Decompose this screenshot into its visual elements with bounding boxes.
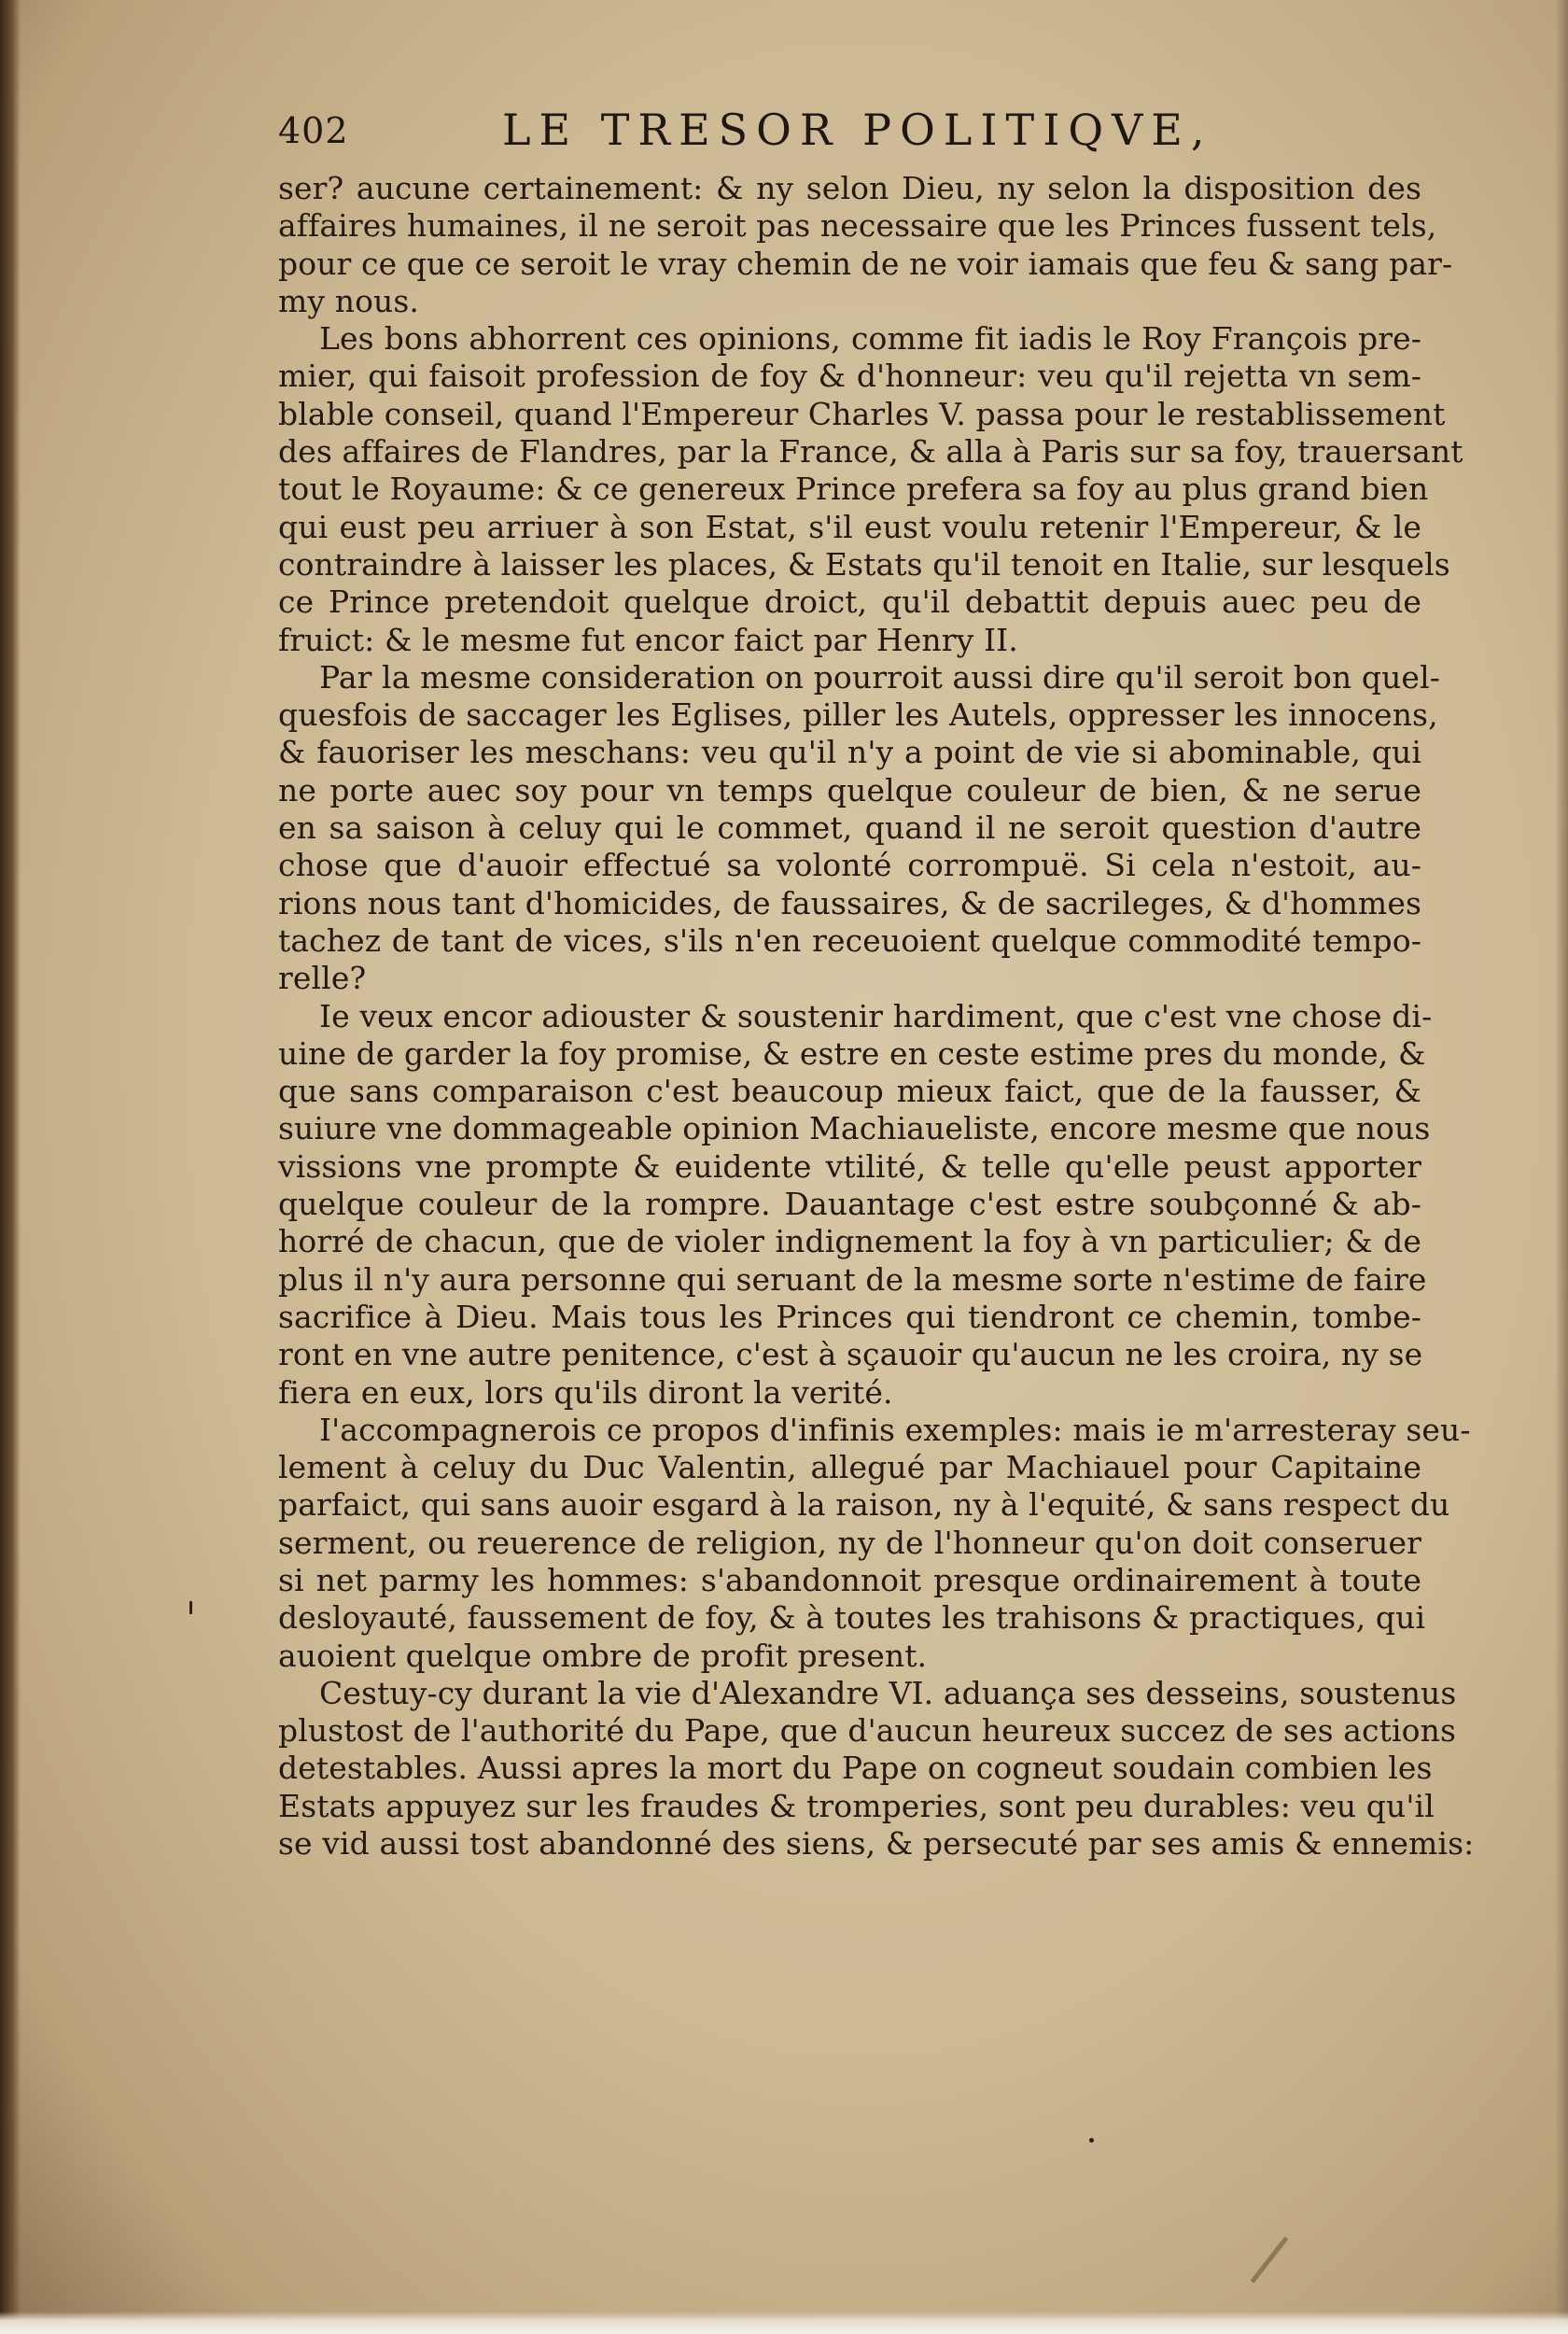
text-line: qui eust peu arriuer à son Estat, s'il eust voulu retenir l'Empereur, & le (278, 508, 1421, 545)
text-line: parfaict, qui sans auoir esgard à la raison, ny à l'equité, & sans respect du (278, 1486, 1450, 1524)
text-line: fiera en eux, lors qu'ils diront la verité. (278, 1373, 893, 1411)
text-line: chose que d'auoir effectué sa volonté corrompuë. Si cela n'estoit, au- (278, 847, 1421, 884)
text-line: ront en vne autre penitence, c'est à sçauoir qu'aucun ne les croira, ny se (278, 1336, 1423, 1373)
text-line: tachez de tant de vices, s'ils n'en receuoient quelque commodité tempo- (278, 921, 1421, 959)
text-line: mier, qui faisoit profession de foy & d'honneur: veu qu'il rejetta vn sem- (278, 358, 1421, 395)
text-line: serment, ou reuerence de religion, ny de l'honneur qu'on doit conseruer (278, 1524, 1421, 1561)
text-line: plustost de l'authorité du Pape, que d'aucun heureux succez de ses actions (278, 1712, 1456, 1750)
text-line: suiure vne dommageable opinion Machiaueliste, encore mesme que nous (278, 1110, 1431, 1147)
text-line: ne porte auec soy pour vn temps quelque couleur de bien, & ne serue (278, 771, 1421, 808)
page-binding-edge (0, 0, 21, 2334)
text-line: relle? (278, 960, 367, 997)
text-line: si net parmy les hommes: s'abandonnoit presque ordinairement à toute (278, 1561, 1421, 1598)
text-line: lement à celuy du Duc Valentin, allegué par Machiauel pour Capitaine (278, 1449, 1421, 1486)
margin-mark (189, 1601, 192, 1614)
text-line: contraindre à laisser les places, & Estats qu'il tenoit en Italie, sur lesquels (278, 545, 1450, 583)
page-bottom-edge (0, 2312, 1568, 2334)
text-line: quelque couleur de la rompre. Dauantage c'est estre soubçonné & ab- (278, 1186, 1421, 1223)
text-line: que sans comparaison c'est beaucoup mieux faict, que de la fausser, & (278, 1073, 1421, 1110)
page-number: 402 (278, 110, 349, 151)
text-line: uine de garder la foy promise, & estre en ceste estime pres du monde, & (278, 1034, 1426, 1072)
text-line: vissions vne prompte & euidente vtilité, & telle qu'elle peust apporter (278, 1147, 1421, 1185)
text-line: Estats appuyez sur les fraudes & tromperies, sont peu durables: veu qu'il (278, 1787, 1435, 1824)
text-line: Ie veux encor adiouster & soustenir hardiment, que c'est vne chose di- (319, 997, 1433, 1034)
text-line: en sa saison à celuy qui le commet, quand il ne seroit question d'autre (278, 809, 1421, 847)
text-line: blable conseil, quand l'Empereur Charles V. passa pour le restablissement (278, 395, 1446, 432)
text-line: Les bons abhorrent ces opinions, comme fit iadis le Roy François pre- (319, 320, 1421, 358)
text-line: fruict: & le mesme fut encor faict par Henry II. (278, 621, 1018, 658)
text-line: horré de chacun, que de violer indignement la foy à vn particulier; & de (278, 1223, 1421, 1260)
text-line: desloyauté, faussement de foy, & à toutes les trahisons & practiques, qui (278, 1599, 1426, 1637)
text-line: des affaires de Flandres, par la France, & alla à Paris sur sa foy, trauersant (278, 433, 1463, 471)
text-line: quesfois de saccager les Eglises, piller les Autels, oppresser les innocens, (278, 696, 1438, 734)
text-line: se vid aussi tost abandonné des siens, & persecuté par ses amis & ennemis: (278, 1825, 1475, 1863)
text-line: my nous. (278, 282, 420, 319)
ink-speck (1089, 2138, 1094, 2143)
text-body (278, 170, 1475, 1863)
text-line: ser? aucune certainement: & ny selon Dieu, ny selon la disposition des (278, 170, 1421, 206)
text-line: affaires humaines, il ne seroit pas necessaire que les Princes fussent tels, (278, 207, 1437, 245)
running-title: LE TRESOR POLITIQVE, (502, 105, 1213, 155)
text-line: plus il n'y aura personne qui seruant de la mesme sorte n'estime de faire (278, 1260, 1427, 1298)
text-line: Par la mesme consideration on pourroit aussi dire qu'il seroit bon quel- (319, 658, 1440, 696)
text-line: ce Prince pretendoit quelque droict, qu'il debattit depuis auec peu de (278, 584, 1421, 621)
page-outer-edge (1555, 0, 1568, 2334)
text-line: sacrifice à Dieu. Mais tous les Princes qui tiendront ce chemin, tombe- (278, 1298, 1421, 1335)
text-line: pour ce que ce seroit le vray chemin de ne voir iamais que feu & sang par- (278, 245, 1453, 282)
text-line: & fauoriser les meschans: veu qu'il n'y a point de vie si abominable, qui (278, 734, 1421, 771)
text-line: I'accompagnerois ce propos d'infinis exemples: mais ie m'arresteray seu- (319, 1411, 1471, 1448)
text-line: rions nous tant d'homicides, de faussaires, & de sacrileges, & d'hommes (278, 884, 1421, 921)
text-line: detestables. Aussi apres la mort du Pape on cogneut soudain combien les (278, 1750, 1433, 1787)
text-line: tout le Royaume: & ce genereux Prince prefera sa foy au plus grand bien (278, 471, 1429, 508)
paper-blemish (1251, 2236, 1289, 2283)
text-line: Cestuy-cy durant la vie d'Alexandre VI. aduança ses desseins, soustenus (319, 1674, 1457, 1711)
text-line: auoient quelque ombre de profit present. (278, 1637, 928, 1674)
page-header (278, 105, 1421, 162)
